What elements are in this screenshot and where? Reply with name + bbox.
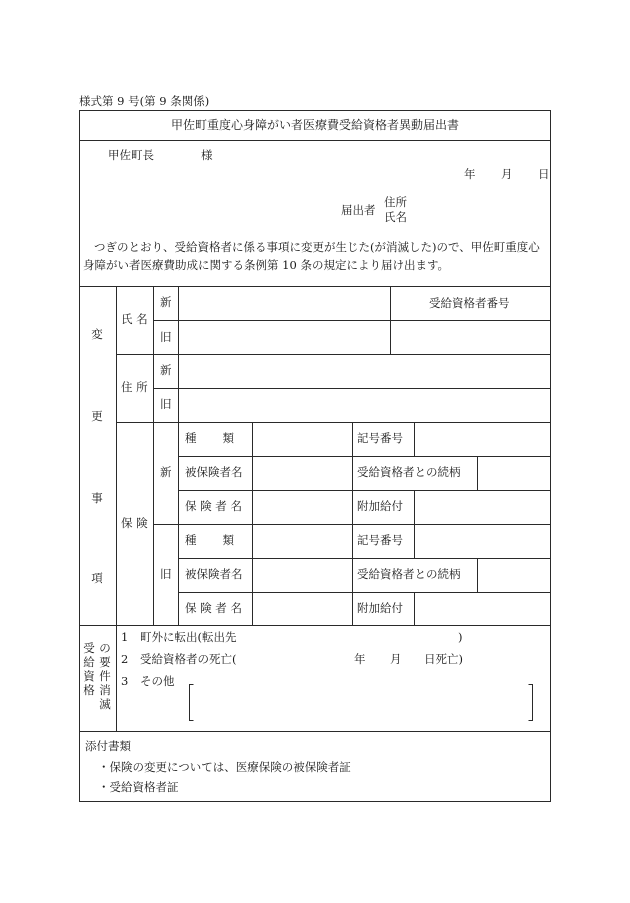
name-new-label: 新 xyxy=(160,295,172,309)
loss-heading-char: 件 xyxy=(99,669,111,683)
insurance-type-label: 種 類 xyxy=(185,431,235,445)
insurance-new-label: 新 xyxy=(160,465,172,479)
statement-line-1: つぎのとおり、受給資格者に係る事項に変更が生じた(が消滅した)ので、甲佐町重度心 xyxy=(94,240,540,254)
additional-benefit-label: 附加給付 xyxy=(357,499,403,513)
address-new-label: 新 xyxy=(160,363,172,377)
loss-item-1-number: 1 xyxy=(121,630,129,644)
address-old-label: 旧 xyxy=(160,397,172,411)
insurer-label: 保 険 者 名 xyxy=(185,499,242,513)
loss-heading-char: の xyxy=(99,641,111,655)
date-day-label: 日 xyxy=(538,167,550,181)
loss-other-field[interactable] xyxy=(196,686,526,718)
insurance-old-label: 旧 xyxy=(160,567,172,581)
statement-line-2: 身障がい者医療費助成に関する条例第 10 条の規定により届け出ます。 xyxy=(83,258,450,272)
symbol-number-label: 記号番号 xyxy=(357,431,403,445)
form-title: 甲佐町重度心身障がい者医療費受給資格者異動届出書 xyxy=(170,118,459,132)
symbol-number-label: 記号番号 xyxy=(357,533,403,547)
name-row-label: 氏 名 xyxy=(121,312,148,326)
loss-item-2-text: 受給資格者の死亡( xyxy=(140,652,237,666)
loss-item-1-text: 町外に転出(転出先 xyxy=(140,630,237,644)
insurance-row-label: 保 険 xyxy=(121,516,148,530)
loss-item-2-number: 2 xyxy=(121,652,129,666)
name-old-field[interactable] xyxy=(179,322,551,352)
relationship-label: 受給資格者との続柄 xyxy=(357,465,461,479)
change-heading-char: 更 xyxy=(91,409,103,423)
loss-item-1-close: ) xyxy=(458,630,463,644)
loss-item-2-year: 年 xyxy=(354,652,366,666)
change-heading-char: 変 xyxy=(91,327,103,341)
insurance-type-label: 種 類 xyxy=(185,533,235,547)
date-year-label: 年 xyxy=(464,167,476,181)
additional-benefit-label: 附加給付 xyxy=(357,601,403,615)
loss-heading-char: 要 xyxy=(99,655,111,669)
notifier-address-label: 住所 xyxy=(384,195,407,209)
loss-heading-char: 滅 xyxy=(99,697,111,711)
relationship-label: 受給資格者との続柄 xyxy=(357,567,461,581)
change-heading-char: 事 xyxy=(91,491,103,505)
loss-item-3-number: 3 xyxy=(121,674,129,688)
loss-item-2-end: 日死亡) xyxy=(424,652,463,666)
insured-person-label: 被保険者名 xyxy=(185,567,243,581)
attachment-item: ・受給資格者証 xyxy=(98,780,179,794)
loss-heading-char: 資 xyxy=(83,669,95,683)
addressee-label: 甲佐町長 xyxy=(108,148,154,162)
form-number: 様式第 9 号(第 9 条関係) xyxy=(79,94,210,108)
name-new-field[interactable] xyxy=(179,298,377,318)
addressee-honorific: 様 xyxy=(201,148,213,162)
address-old-field[interactable] xyxy=(179,390,551,420)
name-old-label: 旧 xyxy=(160,330,172,344)
attachments-heading: 添付書類 xyxy=(85,739,131,753)
address-row-label: 住 所 xyxy=(121,380,148,394)
notifier-name-label: 氏名 xyxy=(384,210,407,224)
recipient-number-label: 受給資格者番号 xyxy=(429,296,510,310)
date-month-label: 月 xyxy=(501,167,513,181)
loss-heading-char: 消 xyxy=(99,683,111,697)
attachment-item: ・保険の変更については、医療保険の被保険者証 xyxy=(98,760,351,774)
loss-heading-char: 格 xyxy=(83,683,95,697)
loss-heading-char: 受 xyxy=(83,641,95,655)
loss-item-3-text: その他 xyxy=(140,674,175,688)
notifier-label: 届出者 xyxy=(341,203,376,217)
address-new-field[interactable] xyxy=(179,356,551,386)
change-heading-char: 項 xyxy=(91,571,103,585)
loss-heading-char: 給 xyxy=(83,655,95,669)
loss-item-2-month: 月 xyxy=(390,652,402,666)
insured-person-label: 被保険者名 xyxy=(185,465,243,479)
insurer-label: 保 険 者 名 xyxy=(185,601,242,615)
